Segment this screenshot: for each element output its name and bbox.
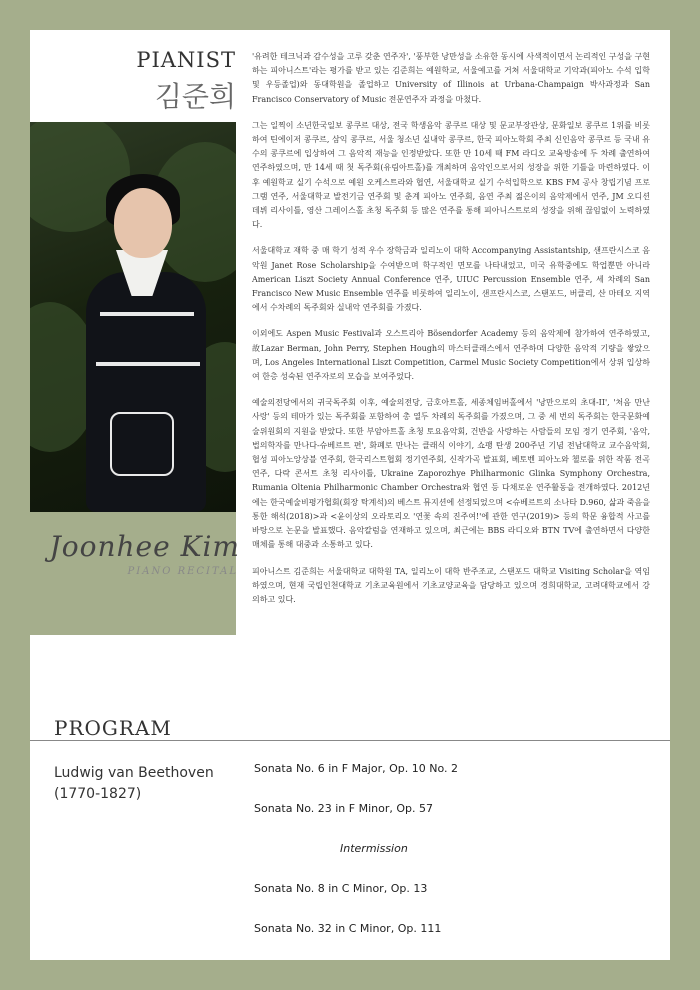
bio-paragraph: 예술의전당에서의 귀국독주회 이후, 예술의전당, 금호아트홀, 세종체임버홀에서 '낭만으로의 초대-II', '처음 만난 사랑' 등의 테마가 있는 독주회를 포함하여 총 열두 차례의 독주회를 가졌으며, 그 중 세 번의 독주회는 한국문화예술위원회의 지원을 받았다. 또한 부암아트홀 초청 토요음악회, 건반을 사랑하는 사람들의 모임 정기 연주회, '음악, 법의학자를 만나다-슈베르트 편', 화폐로 만나는 클래식 이야기, 쇼팽 탄생 200주년 기념 전남대학교 교수음악회, 협성 피아노앙상블 연주회, 한국리스트협회 정기연주회, 신작가곡 발표회, 베토벤 피아노와 첼로를 위한 작품 전곡 연주, 다락 콘서트 초청 리사이틀, Ukraine Zaporozhye Philharmonic Glinka Symphony Orchestra, Rumania Oltenia Philharmonic Chamber Orchestra와 협연 등 다채로운 연주활동을 전개하였다. 2012년에는 한국예술비평가협회(회장 탁계석)의 베스트 뮤지션에 선정되었으며 <슈베르트의 소나타 D.960, 삶과 죽음을 통한 해석(2018)>과 <윤이상의 오라토리오 '연꽃 속의 진주여!'에 관한 연구(2019)> 등의 학문 융합적 사고를 바탕으로 논문을 발표했다. 음악칼럼을 연재하고 있으며, 최근에는 BBS 라디오와 BTN TV에 출연하면서 다양한 매체를 통해 대중과 소통하고 있다. [252,398,650,550]
bio-paragraph: 피아니스트 김준희는 서울대학교 대학원 TA, 일리노이 대학 반주조교, 스탠포드 대학교 Visiting Scholar을 역임하였으며, 현재 국립인천대학교 기초교육원에서 기초교양교육을 담당하고 있으며 경희대학교, 고려대학교에서 강의하고 있다. [252,566,650,604]
composer-name: Ludwig van Beethoven [54,765,214,781]
program-piece: Sonata No. 8 in C Minor, Op. 13 [254,882,428,895]
bio-paragraph: 이외에도 Aspen Music Festival과 오스트리아 Bösendorfer Academy 등의 음악제에 참가하여 연주하였고, 故Lazar Berman, John Perry, Stephen Hough의 마스터클래스에서 연주하며 다양한 음악적 기량을 쌓았으며, Los Angeles International Liszt Competition, Carmel Music Society Competition에서 상위 입상하여 한층 성숙된 연주자로의 모습을 보여주었다. [252,329,650,382]
composer-years: (1770-1827) [54,786,142,802]
signature: Joonhee Kim [49,530,240,563]
program-piece: Sonata No. 23 in F Minor, Op. 57 [254,802,433,815]
program-heading: PROGRAM [54,716,172,740]
pianist-name-korean: 김준희 [154,80,236,113]
intermission-label: Intermission [340,842,408,855]
biography [252,50,650,619]
composer [54,763,214,805]
bio-paragraph: 서울대학교 재학 중 매 학기 성적 우수 장학금과 일리노이 대학 Accompanying Assistantship, 샌프란시스코 음악원 Janet Rose Scholarship을 수여받으며 학구적인 면모를 나타내었고, 미국 유학중에도 학업뿐만 아니라 American Liszt Society Annual Conference 연주, UIUC Percussion Ensemble 연주, 세 차례의 San Francisco New Music Ensemble 연주를 비롯하여 일리노이, 샌프란시스코, 스탠포드, 버클리, 산 마테오 지역에서 수차례의 독주회와 실내악 연주회를 가졌다. [252,246,650,313]
bio-paragraph: 그는 일찍이 소년한국일보 콩쿠르 대상, 전국 학생음악 콩쿠르 대상 및 문교부장관상, 문화일보 콩쿠르 1위를 비롯하여 틴에이저 콩쿠르, 삼익 콩쿠르, 서울 청소년 실내악 콩쿠르, 한국 피아노학회 주최 신인음악 콩쿠르 등 국내 유수의 콩쿠르에 입상하여 그 음악적 재능을 인정받았다. 또한 만 10세 때 FM 라디오 교육방송에 두 차례 출연하여 연주하였으며, 만 14세 때 첫 독주회(유림아트홀)를 개최하며 음악인으로서의 성장을 위한 기틀을 마련하였다. 이후 예원학교 실기 수석으로 예원 오케스트라와 협연, 서울대학교 실기 수석입학으로 KBS FM 공사 창립기념 프로그램 연주, 서울대학교 발전기금 연주회 및 춘계 피아노 연주회, 음연 주최 젊은이의 음악제에서 연주, JM 오디션 데뷔 리사이틀, 영산 그레이스홀 초청 독주회 등 많은 연주를 통해 피아니스트로의 성장을 위해 끊임없이 노력하였다. [252,120,650,230]
program-divider [30,740,670,741]
pianist-photo [30,122,236,512]
bio-paragraph: '유려한 테크닉과 감수성을 고루 갖춘 연주자', '풍부한 낭만성을 소유한 동시에 사색적이면서 논리적인 구성을 구현하는 피아니스트'라는 평가를 받고 있는 김준희는 예원학교, 서울예고를 거쳐 서울대학교 기악과(피아노 수석 입학 및 우등졸업)와 동대학원을 졸업하고 University of Illinois at Urbana-Champaign 박사과정과 San Francisco Conservatory of Music 전문연주자 과정을 마쳤다. [252,52,650,104]
program-piece: Sonata No. 32 in C Minor, Op. 111 [254,922,442,935]
page-title: PIANIST [136,48,236,72]
program-piece: Sonata No. 6 in F Major, Op. 10 No. 2 [254,762,458,775]
recital-subtitle: PIANO RECITAL [127,566,238,577]
